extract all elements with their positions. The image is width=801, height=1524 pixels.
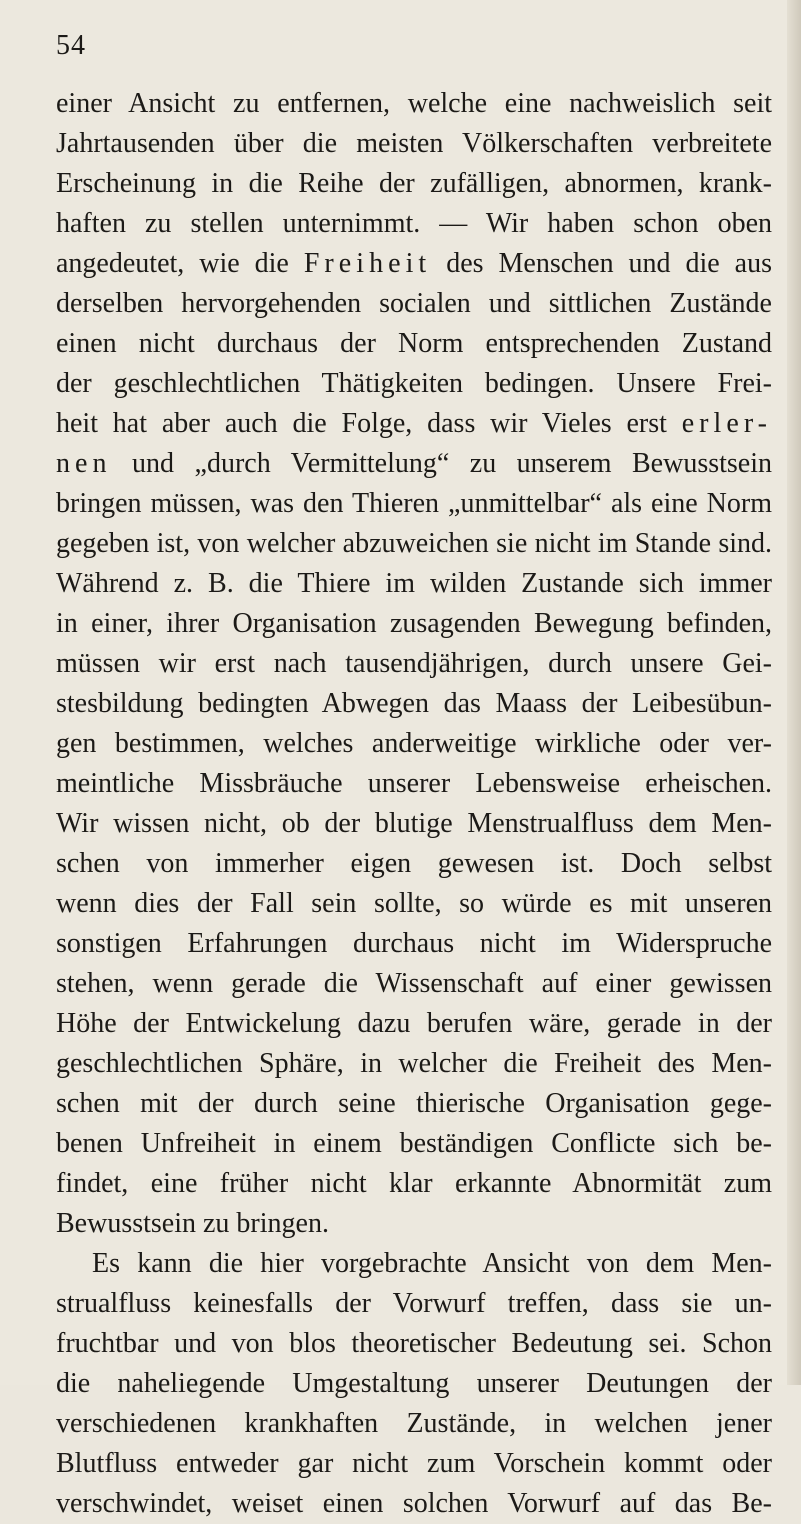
text-line: in einer, ihrer Organisation zusagenden Bewegung befinden, [56,608,772,639]
text-line: derselben hervorgehenden socialen und sittlichen Zustände [56,288,772,319]
text-line: verschiedenen krankhaften Zustände, in welchen jener [56,1408,772,1439]
text-line: findet, eine früher nicht klar erkannte Abnormität zum [56,1168,772,1199]
text-line: Wir wissen nicht, ob der blutige Menstrualfluss dem Men- [56,808,772,839]
text-line [56,444,772,484]
text-line: Blutfluss entweder gar nicht zum Vorschein kommt oder [56,1448,772,1479]
body-text [56,84,772,1524]
text-line: müssen wir erst nach tausendjährigen, durch unsere Gei- [56,648,772,679]
text-line: wenn dies der Fall sein sollte, so würde es mit unseren [56,888,772,919]
text-line: haften zu stellen unternimmt. — Wir haben schon oben [56,208,772,239]
page-number: 54 [56,30,86,61]
text-line: gegeben ist, von welcher abzuweichen sie nicht im Stande sind. [56,528,772,559]
text-line: Jahrtausenden über die meisten Völkerschaften verbreitete [56,128,772,159]
line-segment: heit hat aber auch die Folge, dass wir Vieles erst [56,408,667,439]
text-line: Es kann die hier vorgebrachte Ansicht von dem Men- [92,1248,772,1279]
emphasized-word: erler- [681,408,773,439]
text-line: fruchtbar und von blos theoretischer Bedeutung sei. Schon [56,1328,772,1359]
line-segment: angedeutet, wie die [56,248,289,279]
text-line [56,404,772,444]
text-line: gen bestimmen, welches anderweitige wirkliche oder ver- [56,728,772,759]
text-line: die naheliegende Umgestaltung unserer Deutungen der [56,1368,772,1399]
text-line: schen von immerher eigen gewesen ist. Doch selbst [56,848,772,879]
text-line: der geschlechtlichen Thätigkeiten bedingen. Unsere Frei- [56,368,772,399]
emphasized-word: nen [56,448,112,479]
text-line: einer Ansicht zu entfernen, welche eine nachweislich seit [56,88,772,119]
text-line: Erscheinung in die Reihe der zufälligen, abnormen, krank- [56,168,772,199]
page-edge-shadow [787,0,801,1385]
text-line [56,244,772,284]
text-line: strualfluss keinesfalls der Vorwurf treffen, dass sie un- [56,1288,772,1319]
text-line: meintliche Missbräuche unserer Lebensweise erheischen. [56,768,772,799]
text-line: stesbildung bedingten Abwegen das Maass der Leibesübun- [56,688,772,719]
text-line: Bewusstsein zu bringen. [56,1208,329,1239]
emphasized-word: Freiheit [303,248,432,279]
text-line: geschlechtlichen Sphäre, in welcher die Freiheit des Men- [56,1048,772,1079]
text-line: Höhe der Entwickelung dazu berufen wäre, gerade in der [56,1008,772,1039]
text-line: schen mit der durch seine thierische Organisation gege- [56,1088,772,1119]
text-line: stehen, wenn gerade die Wissenschaft auf einer gewissen [56,968,772,999]
text-line: sonstigen Erfahrungen durchaus nicht im Widerspruche [56,928,772,959]
text-line: verschwindet, weiset einen solchen Vorwurf auf das Be- [56,1488,772,1519]
line-segment: und „durch Vermittelung“ zu unserem Bewusstsein [132,448,773,479]
text-line: benen Unfreiheit in einem beständigen Conflicte sich be- [56,1128,772,1159]
line-segment: des Menschen und die aus [446,248,773,279]
text-line: Während z. B. die Thiere im wilden Zustande sich immer [56,568,772,599]
text-line: einen nicht durchaus der Norm entsprechenden Zustand [56,328,772,359]
text-line: bringen müssen, was den Thieren „unmittelbar“ als eine Norm [56,488,772,519]
